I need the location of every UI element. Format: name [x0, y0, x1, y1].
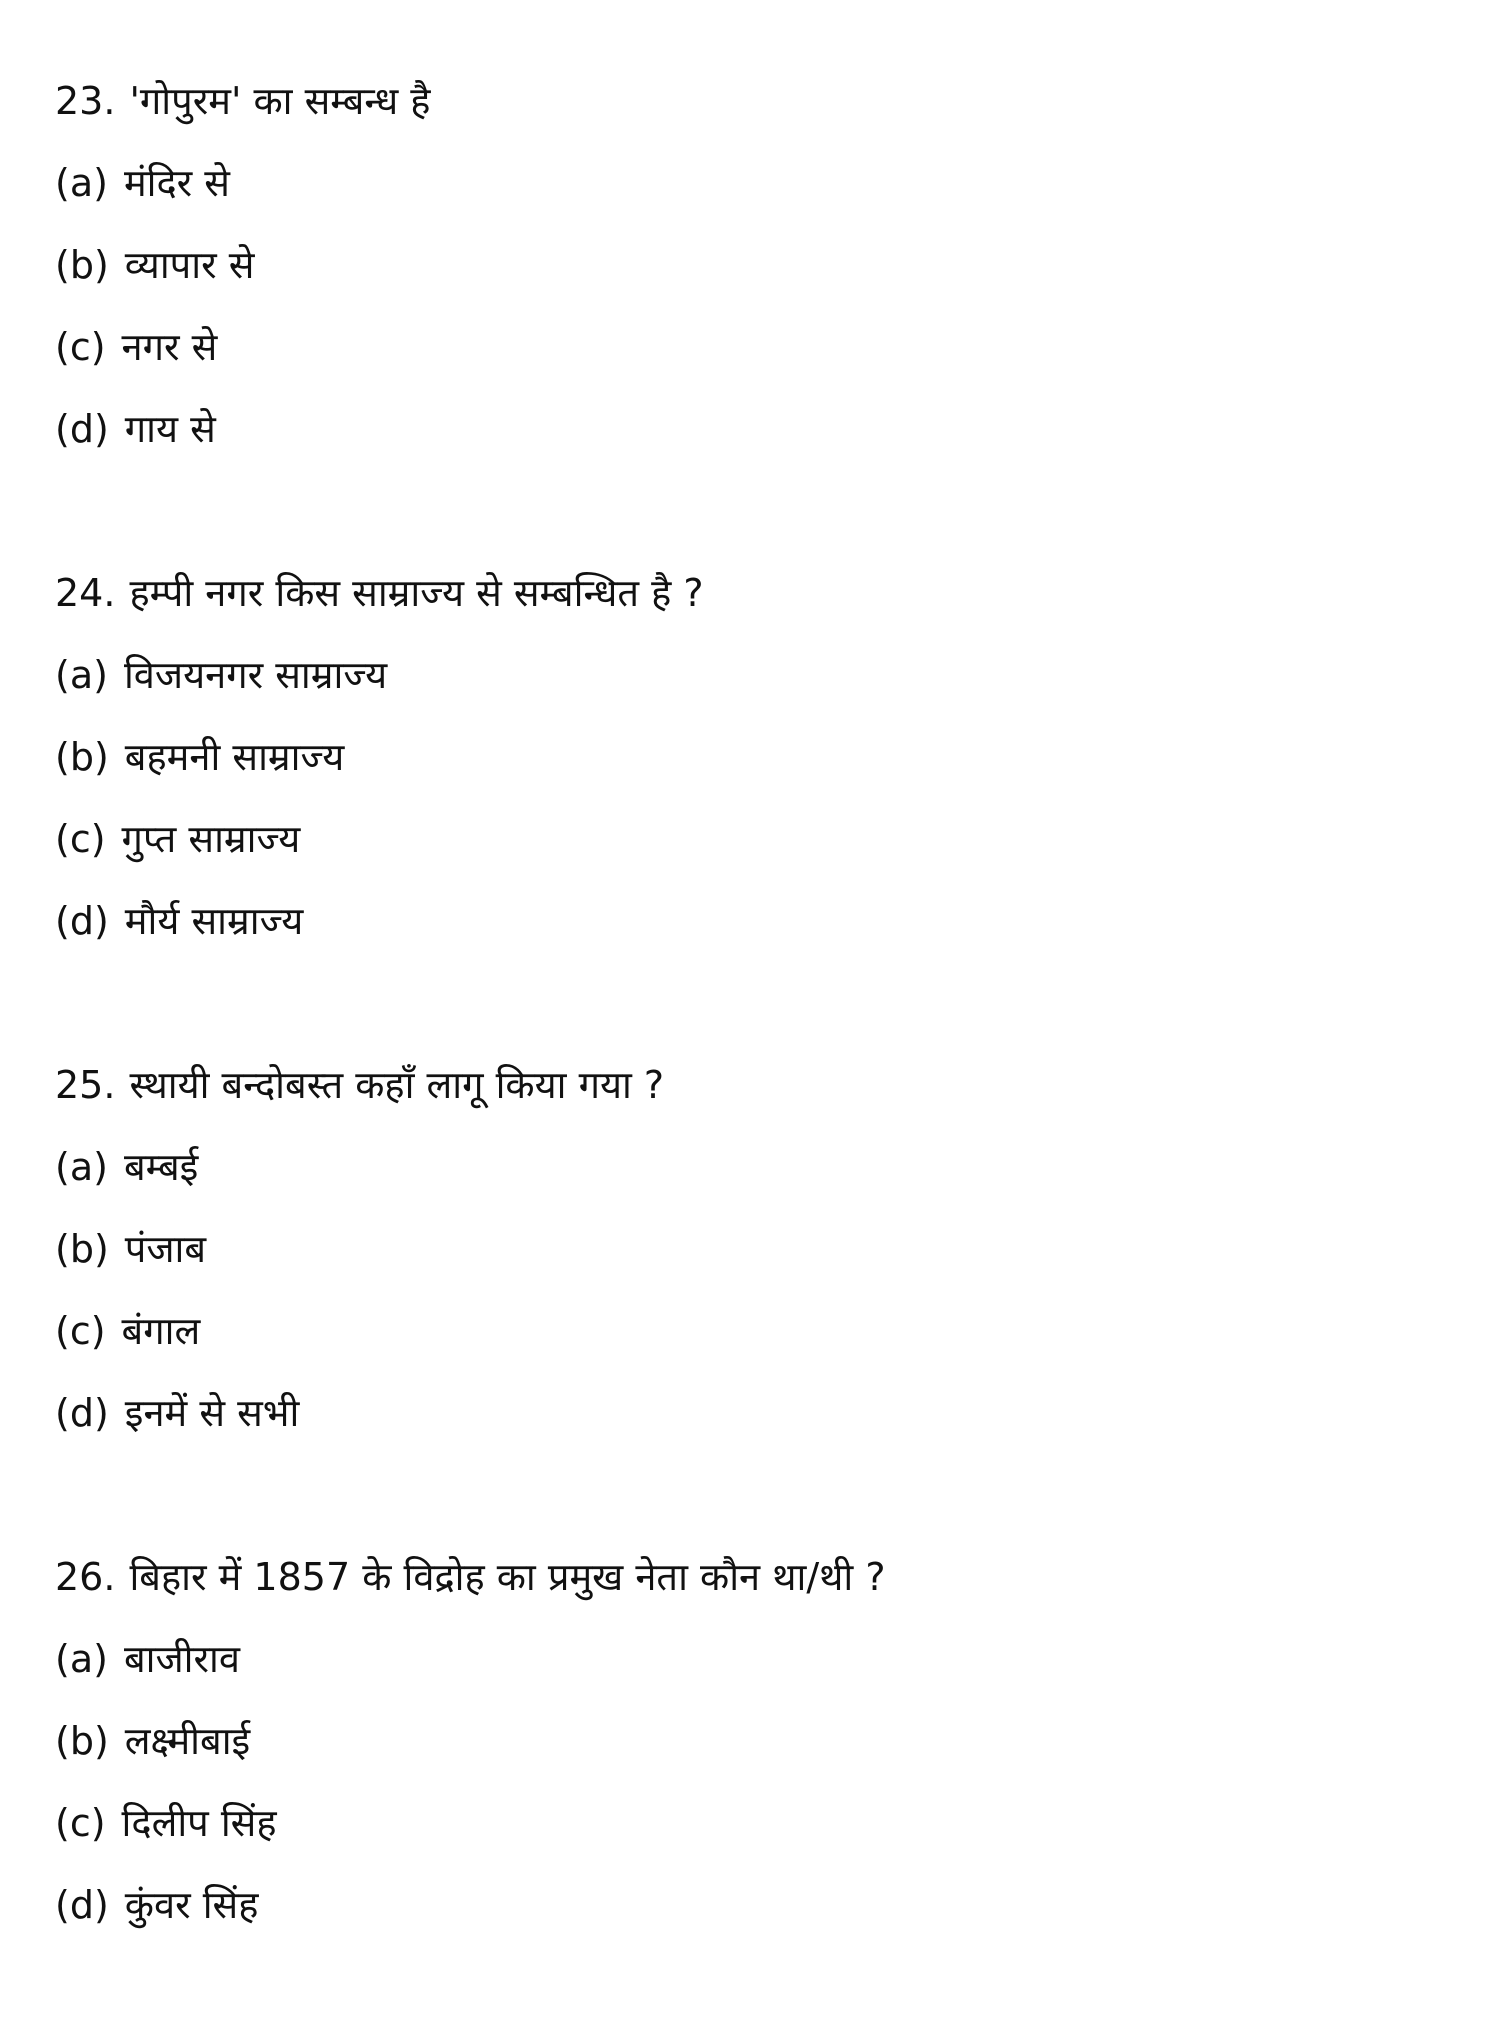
question-line [55, 1536, 1465, 1618]
option-label: (a) [55, 1637, 108, 1681]
option-item [55, 224, 1465, 306]
option-label: (b) [55, 1227, 109, 1271]
option-item [55, 880, 1465, 962]
option-item [55, 798, 1465, 880]
question-block [55, 1044, 1465, 1454]
option-item [55, 1290, 1465, 1372]
option-text: इनमें से सभी [124, 1391, 300, 1435]
option-label: (c) [55, 1309, 106, 1353]
question-number: 26. [55, 1555, 116, 1599]
option-text: पंजाब [124, 1227, 207, 1271]
option-text: गाय से [124, 407, 216, 451]
option-text: विजयनगर साम्राज्य [123, 653, 388, 697]
question-block [55, 1536, 1465, 1946]
option-text: मंदिर से [123, 161, 230, 205]
option-label: (a) [55, 161, 108, 205]
question-block [55, 552, 1465, 962]
option-item [55, 306, 1465, 388]
question-line [55, 1044, 1465, 1126]
question-block [55, 60, 1465, 470]
question-line [55, 60, 1465, 142]
option-label: (d) [55, 407, 109, 451]
option-text: व्यापार से [124, 243, 255, 287]
option-text: बाजीराव [123, 1637, 241, 1681]
option-label: (d) [55, 899, 109, 943]
question-page [55, 60, 1465, 2028]
option-text: बहमनी साम्राज्य [124, 735, 345, 779]
option-label: (a) [55, 1145, 108, 1189]
option-item [55, 142, 1465, 224]
option-text: नगर से [121, 325, 218, 369]
option-text: दिलीप सिंह [121, 1801, 277, 1845]
option-text: लक्ष्मीबाई [124, 1719, 251, 1763]
option-item [55, 1208, 1465, 1290]
question-text: हम्पी नगर किस साम्राज्य से सम्बन्धित है ? [129, 571, 704, 615]
option-text: मौर्य साम्राज्य [124, 899, 304, 943]
option-item [55, 1864, 1465, 1946]
question-number: 23. [55, 79, 116, 123]
option-label: (b) [55, 243, 109, 287]
option-text: गुप्त साम्राज्य [121, 817, 301, 861]
option-item [55, 1618, 1465, 1700]
option-label: (a) [55, 653, 108, 697]
option-item [55, 1782, 1465, 1864]
option-item [55, 634, 1465, 716]
option-label: (d) [55, 1883, 109, 1927]
option-label: (c) [55, 817, 106, 861]
option-text: बंगाल [121, 1309, 201, 1353]
option-label: (d) [55, 1391, 109, 1435]
question-number: 25. [55, 1063, 116, 1107]
option-label: (b) [55, 1719, 109, 1763]
question-number: 24. [55, 571, 116, 615]
option-label: (b) [55, 735, 109, 779]
option-label: (c) [55, 325, 106, 369]
option-item [55, 716, 1465, 798]
question-text: 'गोपुरम' का सम्बन्ध है [129, 79, 431, 123]
option-label: (c) [55, 1801, 106, 1845]
option-item [55, 1126, 1465, 1208]
option-item [55, 1700, 1465, 1782]
option-item [55, 388, 1465, 470]
option-text: बम्बई [123, 1145, 199, 1189]
question-line [55, 552, 1465, 634]
question-text: बिहार में 1857 के विद्रोह का प्रमुख नेता कौन था/थी ? [129, 1555, 886, 1599]
option-text: कुंवर सिंह [124, 1883, 259, 1927]
question-text: स्थायी बन्दोबस्त कहाँ लागू किया गया ? [129, 1063, 665, 1107]
option-item [55, 1372, 1465, 1454]
